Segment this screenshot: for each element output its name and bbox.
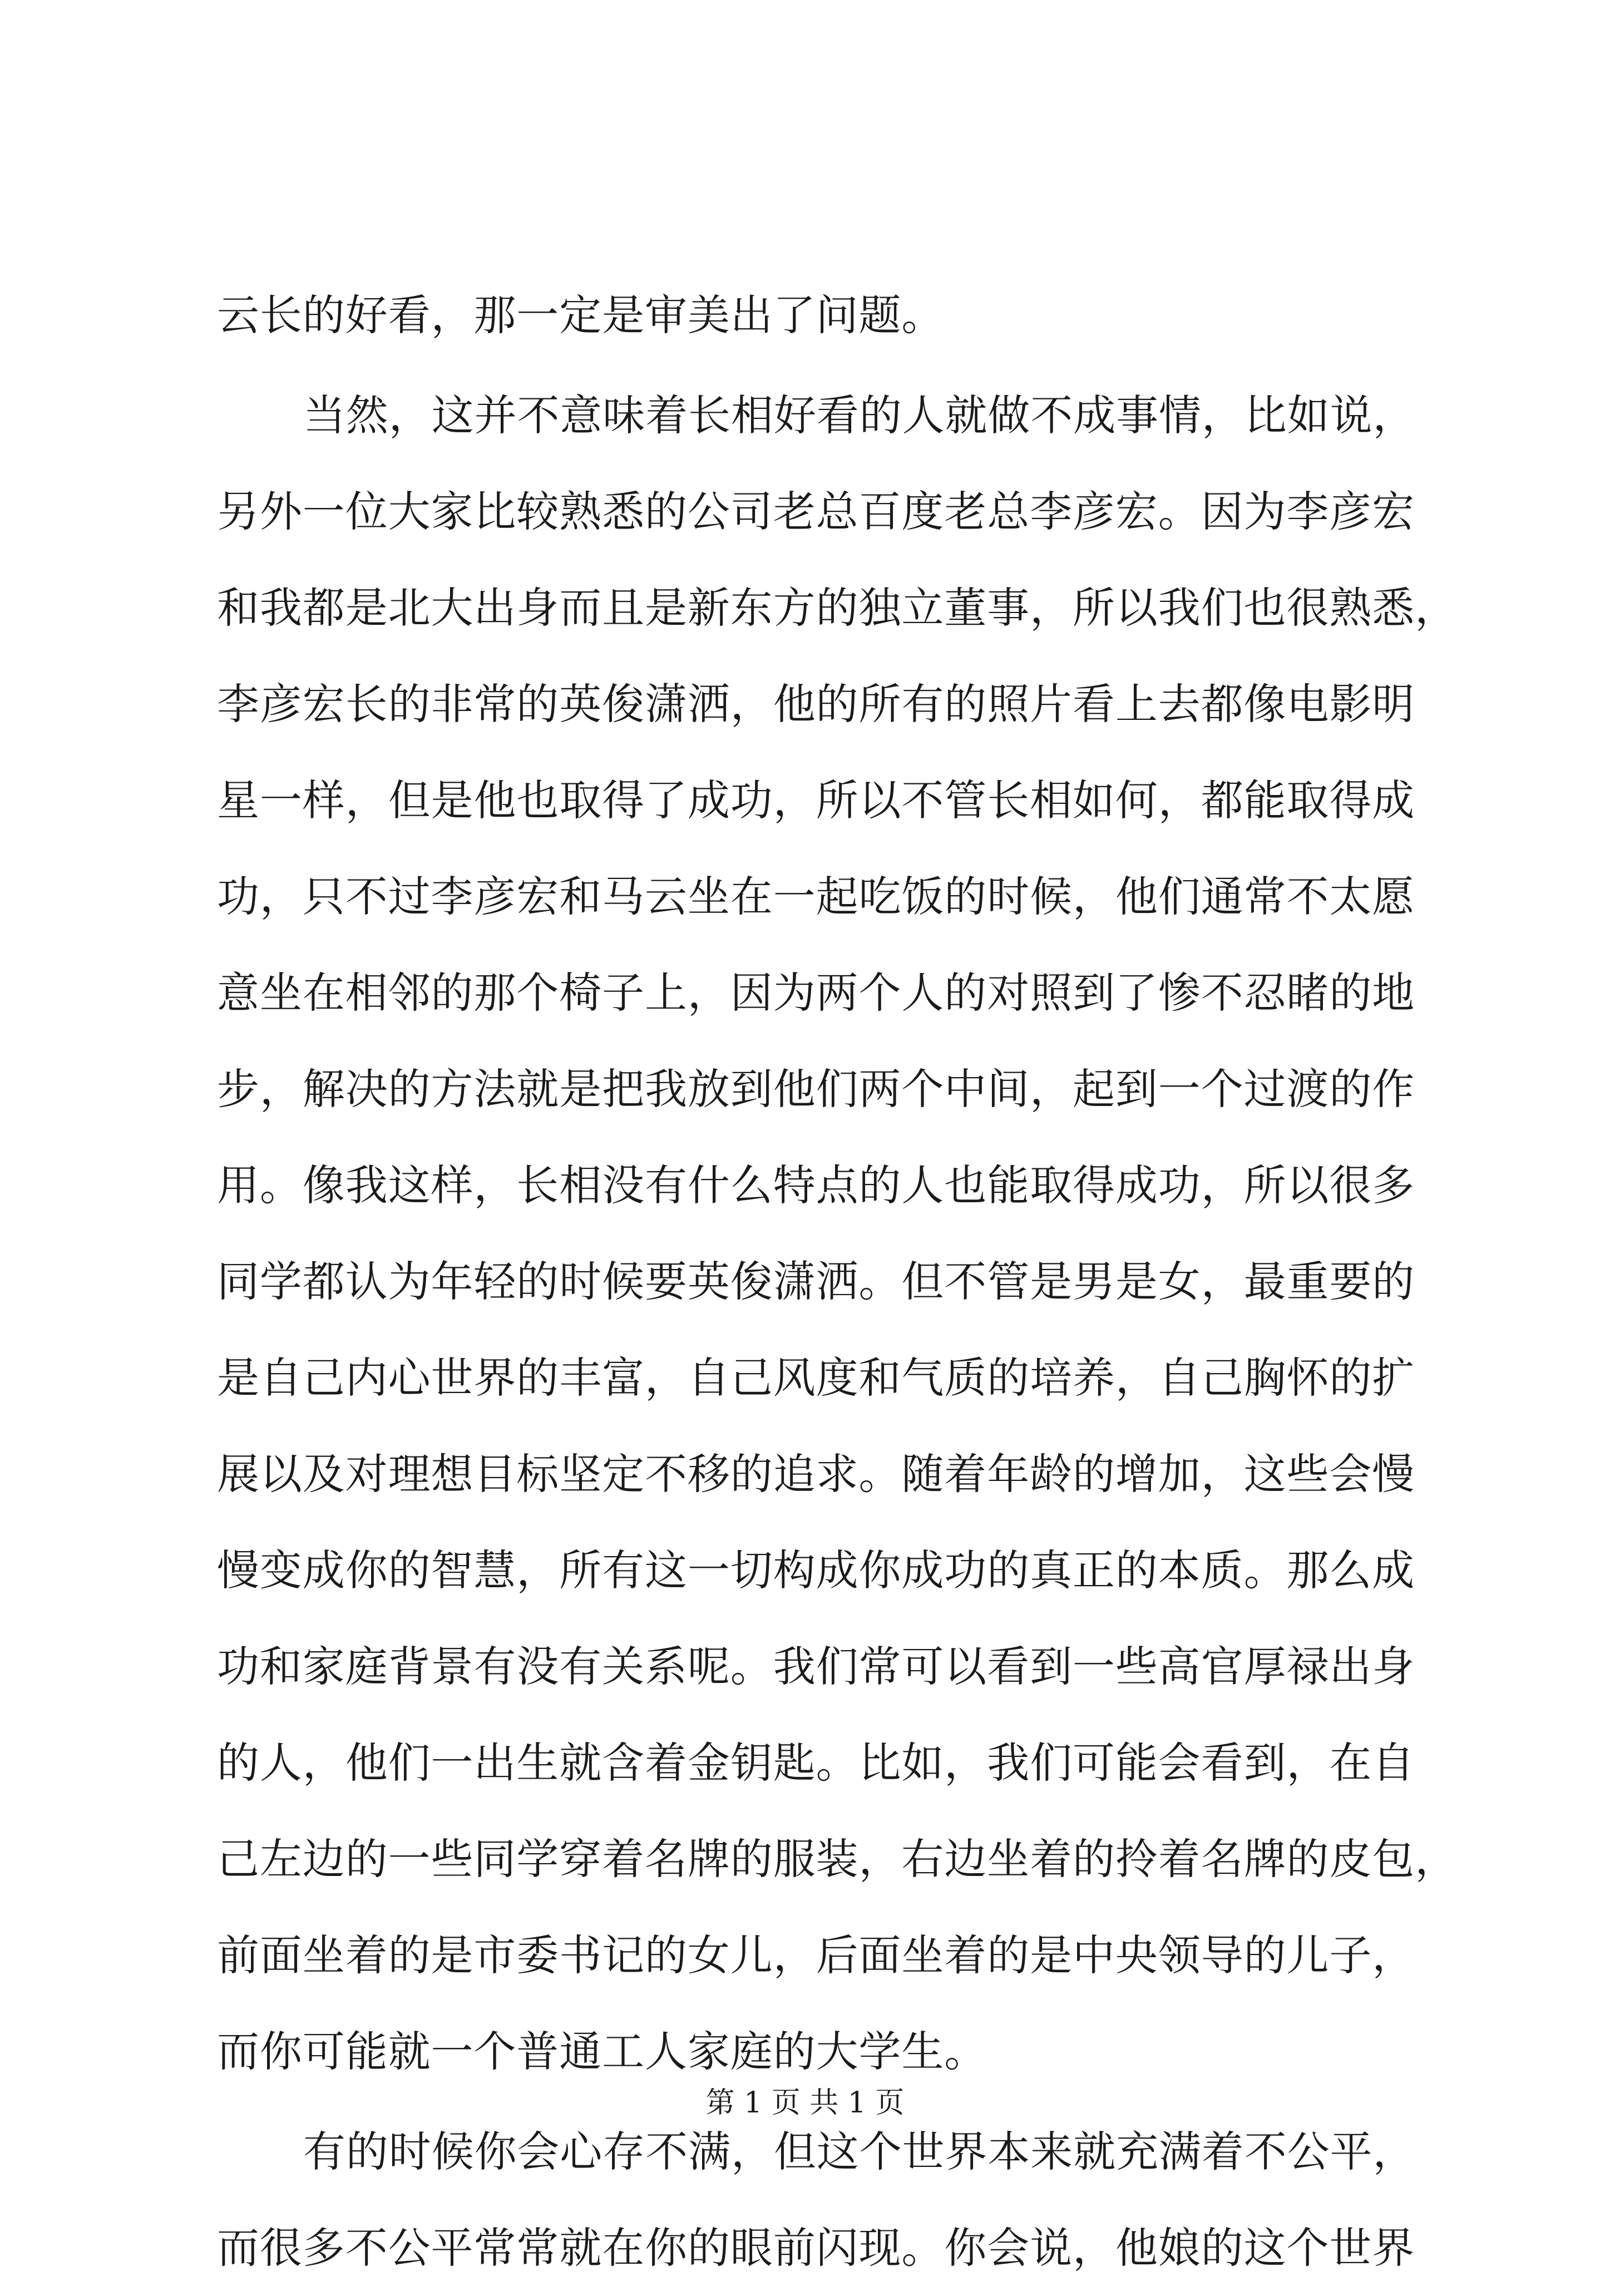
text-line: 李彦宏长的非常的英俊潇洒，他的所有的照片看上去都像电影明 <box>217 679 1415 729</box>
text-line: 用。像我这样，长相没有什么特点的人也能取得成功，所以很多 <box>217 1161 1415 1210</box>
text-line: 是自己内心世界的丰富，自己风度和气质的培养，自己胸怀的扩 <box>217 1353 1415 1403</box>
text-line: 慢变成你的智慧，所有这一切构成你成功的真正的本质。那么成 <box>217 1546 1415 1595</box>
text-line: 步，解决的方法就是把我放到他们两个中间，起到一个过渡的作 <box>217 1064 1415 1114</box>
text-line: 而你可能就一个普通工人家庭的大学生。 <box>217 2027 987 2076</box>
paragraph <box>217 367 1458 2100</box>
text-line: 而很多不公平常常就在你的眼前闪现。你会说，他娘的这个世界 <box>217 2223 1415 2273</box>
text-line: 有的时候你会心存不满，但这个世界本来就充满着不公平， <box>303 2127 1416 2176</box>
text-line: 星一样，但是他也取得了成功，所以不管长相如何，都能取得成 <box>217 776 1415 825</box>
page-footer: 第 1 页 共 1 页 <box>705 2086 905 2120</box>
text-line: 当然，这并不意味着长相好看的人就做不成事情，比如说， <box>303 391 1416 440</box>
text-line: 的人，他们一出生就含着金钥匙。比如，我们可能会看到，在自 <box>217 1738 1415 1788</box>
text-line: 意坐在相邻的那个椅子上，因为两个人的对照到了惨不忍睹的地 <box>217 968 1415 1018</box>
text-line: 前面坐着的是市委书记的女儿，后面坐着的是中央领导的儿子， <box>217 1930 1415 1980</box>
text-line: 己左边的一些同学穿着名牌的服装，右边坐着的拎着名牌的皮包， <box>217 1834 1458 1884</box>
paragraph <box>217 2104 1421 2296</box>
text-line: 展以及对理想目标坚定不移的追求。随着年龄的增加，这些会慢 <box>217 1449 1415 1499</box>
text-line: 功和家庭背景有没有关系呢。我们常可以看到一些高官厚禄出身 <box>217 1642 1415 1691</box>
text-line: 同学都认为年轻的时候要英俊潇洒。但不管是男是女，最重要的 <box>217 1257 1415 1306</box>
text-line: 另外一位大家比较熟悉的公司老总百度老总李彦宏。因为李彦宏 <box>217 487 1415 536</box>
text-line: 和我都是北大出身而且是新东方的独立董事，所以我们也很熟悉， <box>217 583 1458 633</box>
text-line: 云长的好看，那一定是审美出了问题。 <box>217 290 945 340</box>
text-line: 功，只不过李彦宏和马云坐在一起吃饭的时候，他们通常不太愿 <box>217 872 1415 921</box>
paragraph <box>217 267 1421 363</box>
body-text <box>217 267 1458 2296</box>
